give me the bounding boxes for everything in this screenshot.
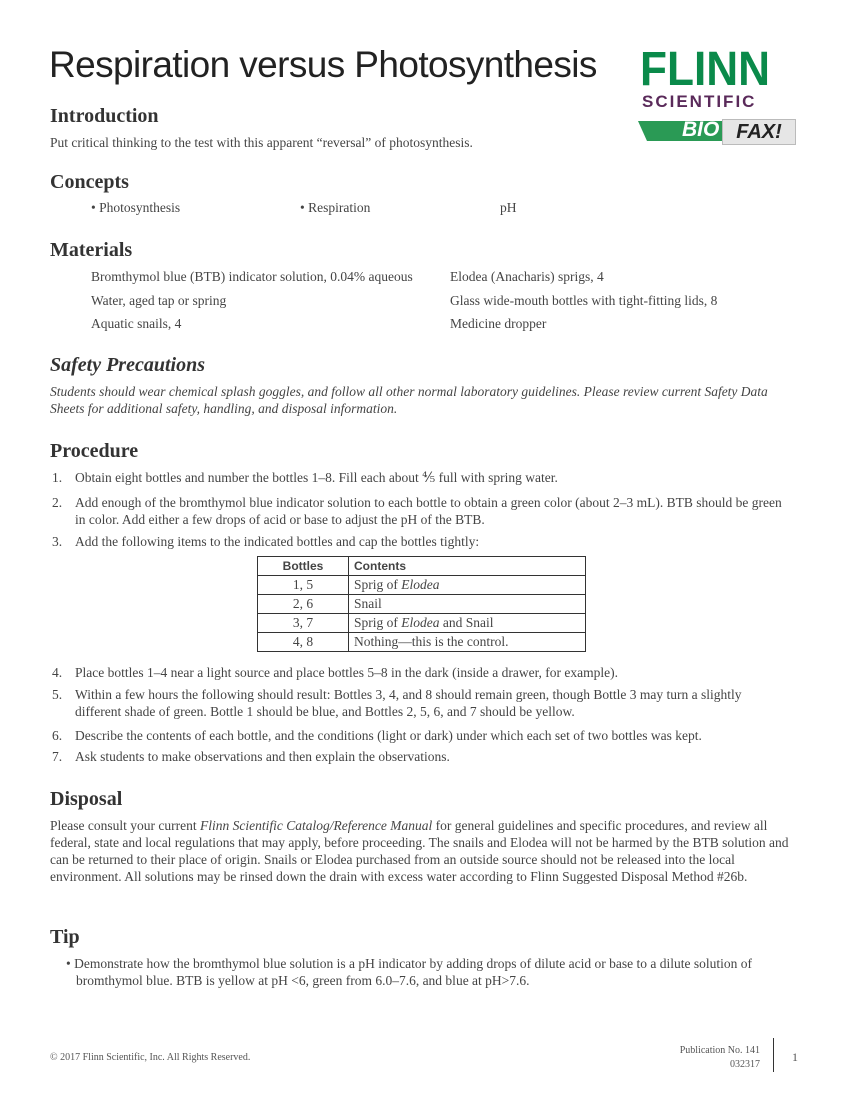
contents-italic: Elodea xyxy=(401,615,440,630)
materials-heading: Materials xyxy=(50,239,133,261)
step-number: 3. xyxy=(52,534,63,549)
table-row xyxy=(258,595,586,614)
table-cell-contents xyxy=(349,633,586,652)
intro-text: Put critical thinking to the test with this apparent “reversal” of photosynthesis. xyxy=(50,135,473,150)
step-text: Within a few hours the following should result: Bottles 3, 4, and 8 should remain green, though Bottle 3 may turn a slightly different shade of green. Bottle 1 should be blue, and Bottles 2, 5, 6, and 7 should be yellow. xyxy=(75,687,742,719)
table-cell-contents xyxy=(349,614,586,633)
step-number: 4. xyxy=(52,665,63,680)
page-title: Respiration versus Photosynthesis xyxy=(49,44,597,85)
material-item: Bromthymol blue (BTB) indicator solution, 0.04% aqueous xyxy=(91,269,413,284)
table-cell-bottles: 2, 6 xyxy=(258,595,349,614)
page-number: 1 xyxy=(792,1050,798,1064)
safety-heading: Safety Precautions xyxy=(50,354,205,376)
concepts-heading: Concepts xyxy=(50,171,129,193)
table-header-contents: Contents xyxy=(349,557,586,576)
step-number: 6. xyxy=(52,728,63,743)
material-item: Elodea (Anacharis) sprigs, 4 xyxy=(450,269,604,284)
table-header-bottles: Bottles xyxy=(258,557,349,576)
logo-sub: SCIENTIFIC xyxy=(642,92,757,111)
step-text: Describe the contents of each bottle, and the conditions (light or dark) under which each set of two bottles was kept. xyxy=(75,728,702,743)
step-text: Add enough of the bromthymol blue indicator solution to each bottle to obtain a green color (about 2–3 mL). BTB should be green in color. Add either a few drops of acid or base to adjust the pH of the BTB. xyxy=(75,495,782,527)
disposal-catalog-title: Flinn Scientific Catalog/Reference Manual xyxy=(199,818,433,833)
table-cell-contents xyxy=(349,595,586,614)
table-cell-bottles: 4, 8 xyxy=(258,633,349,652)
material-item: Aquatic snails, 4 xyxy=(91,316,182,331)
logo-fax: FAX! xyxy=(722,119,796,145)
concept-item: pH xyxy=(500,200,517,215)
disposal-text-post: for general guidelines and specific procedures, and review all federal, state and local regulations that may apply, before proceeding. The snails and Elodea will not be harmed by the BTB solution and can be returned to their place of origin. Snails or Elodea purchased from an outside source should not be released into the local environment. All solutions may be rinsed down the drain with excess water according to Flinn Suggested Disposal Method #26b. xyxy=(50,818,789,884)
logo-bio: BIO xyxy=(682,118,720,141)
footer-copyright: © 2017 Flinn Scientific, Inc. All Rights Reserved. xyxy=(50,1052,251,1063)
footer-publication xyxy=(660,1044,760,1072)
tip-text: • Demonstrate how the bromthymol blue solution is a pH indicator by adding drops of dilute acid or base to a dilute solution of bromthymol blue. BTB is yellow at pH <6, green from 6.0–7.6, and blue at pH>7.6. xyxy=(66,956,752,988)
step-text: Place bottles 1–4 near a light source and place bottles 5–8 in the dark (inside a drawer, for example). xyxy=(75,665,619,680)
concept-item: • Photosynthesis xyxy=(91,200,181,215)
step-number: 2. xyxy=(52,495,63,510)
table-cell-contents xyxy=(349,576,586,595)
contents-text: Snail xyxy=(354,596,382,611)
footer-divider xyxy=(773,1038,774,1072)
step-number: 7. xyxy=(52,749,63,764)
contents-text: Sprig of xyxy=(354,615,402,630)
safety-text: Students should wear chemical splash goggles, and follow all other normal laboratory guidelines. Please review current Safety Data Sheets for additional safety, handling, and disposal information. xyxy=(50,384,768,416)
table-row xyxy=(258,633,586,652)
concept-item: • Respiration xyxy=(300,200,371,215)
contents-text: Sprig of xyxy=(354,577,402,592)
step-text: Obtain eight bottles and number the bottles 1–8. Fill each about ⅘ full with spring water. xyxy=(75,470,558,485)
publication-number: Publication No. 141 xyxy=(679,1045,760,1056)
intro-heading: Introduction xyxy=(50,105,159,127)
contents-text: Nothing—this is the control. xyxy=(354,634,509,649)
disposal-text-pre: Please consult your current xyxy=(50,818,200,833)
step-number: 5. xyxy=(52,687,63,702)
publication-code: 032317 xyxy=(730,1059,760,1070)
step-number: 1. xyxy=(52,470,63,485)
contents-text: and Snail xyxy=(439,615,494,630)
table-header-row xyxy=(258,557,586,576)
material-item: Water, aged tap or spring xyxy=(91,293,227,308)
disposal-text xyxy=(50,817,790,885)
step-text: Add the following items to the indicated bottles and cap the bottles tightly: xyxy=(75,534,480,549)
flinn-bio-fax-logo xyxy=(636,43,806,148)
table-row xyxy=(258,576,586,595)
step-text: Ask students to make observations and then explain the observations. xyxy=(75,749,450,764)
disposal-heading: Disposal xyxy=(50,788,123,810)
bottles-table xyxy=(257,556,586,652)
logo-brand: FLINN xyxy=(640,43,771,96)
table-cell-bottles: 3, 7 xyxy=(258,614,349,633)
tip-heading: Tip xyxy=(50,926,80,948)
material-item: Medicine dropper xyxy=(450,316,547,331)
procedure-heading: Procedure xyxy=(50,440,139,462)
table-cell-bottles: 1, 5 xyxy=(258,576,349,595)
material-item: Glass wide-mouth bottles with tight-fitting lids, 8 xyxy=(450,293,718,308)
table-row xyxy=(258,614,586,633)
contents-italic: Elodea xyxy=(401,577,440,592)
